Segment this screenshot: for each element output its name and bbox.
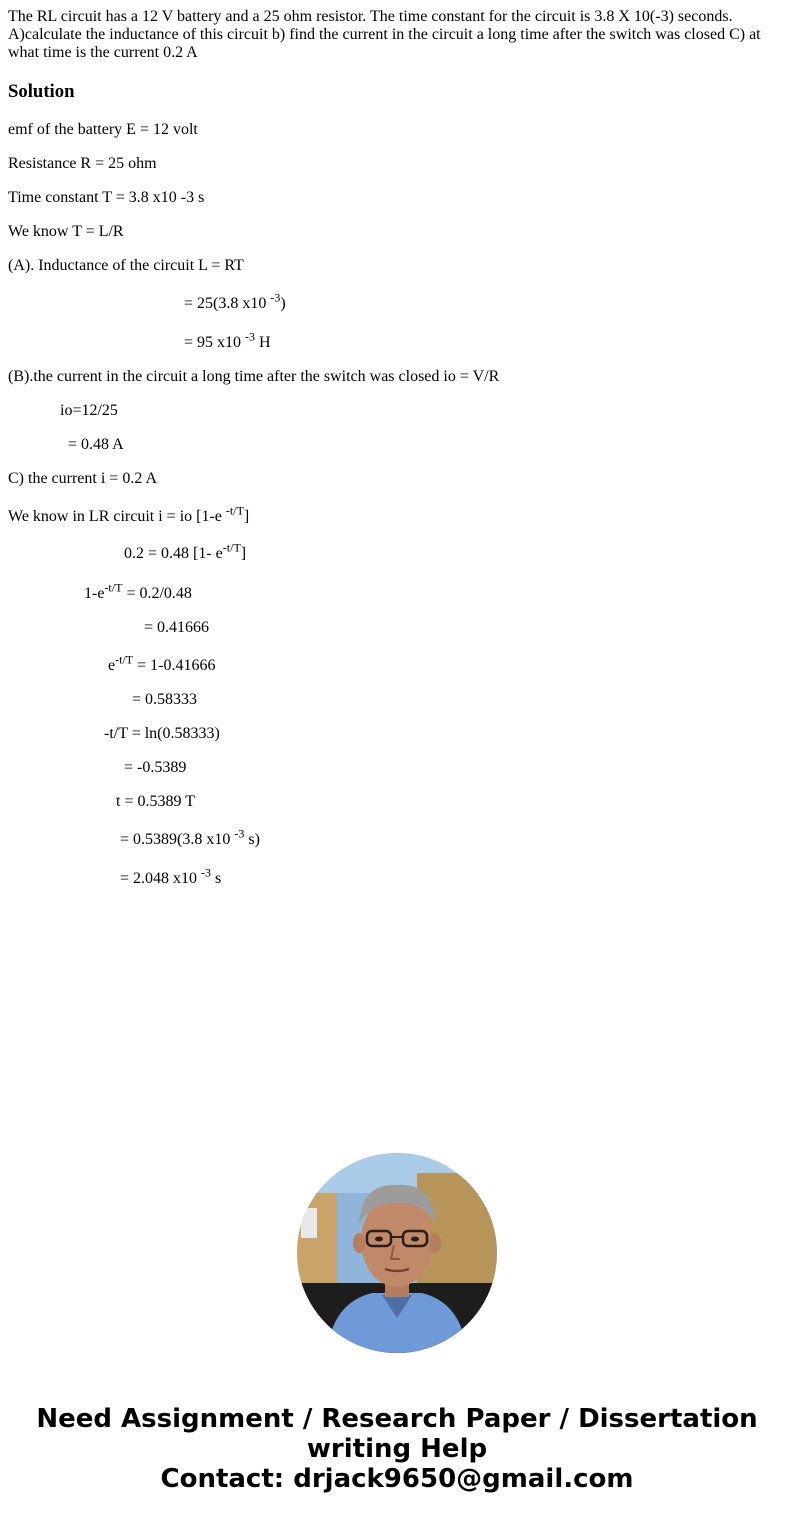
solution-line: = -0.5389: [124, 759, 187, 776]
solution-line: We know in LR circuit i = io [1-e $^{-t/T}$]: [8, 503, 250, 525]
solution-heading: Solution: [8, 81, 75, 102]
solution-line: = 0.58333: [132, 691, 198, 708]
solution-line: emf of the battery E = 12 volt: [8, 121, 198, 138]
solution-line: (A). Inductance of the circuit L = RT: [8, 257, 244, 274]
solution-line: Time constant T = 3.8 x10 -3 s: [8, 189, 205, 206]
solution-line: = 2.048 x10 $^{-3}$ s: [120, 865, 222, 887]
author-avatar: [297, 1153, 497, 1353]
solution-line: We know T = L/R: [8, 223, 124, 240]
solution-line: $1-e^{-t/T} = 0.2/0.48$: [84, 580, 192, 602]
solution-line: io=12/25: [60, 402, 118, 419]
question-text: The RL circuit has a 12 V battery and a 25 ohm resistor. The time constant for the circuit is 3.8 X 10(-3) seconds. A)calculate the inductance of this circuit b) find the current in the circuit a long time after the switch was closed C) at what time is the current 0.2 A: [8, 8, 761, 61]
promo-banner: [0, 1404, 794, 1494]
solution-line: $e^{-t/T} = 1-0.41666$: [108, 652, 216, 674]
solution-line: = 25(3.8 x10 $^{-3}$): [184, 290, 286, 312]
solution-line: Resistance R = 25 ohm: [8, 155, 157, 172]
author-photo: [297, 1153, 497, 1353]
contact-email: Contact: drjack9650@gmail.com: [160, 1464, 634, 1494]
solution-line: (B).the current in the circuit a long time after the switch was closed io = V/R: [8, 368, 500, 385]
promo-line: Need Assignment / Research Paper / Dissertation: [36, 1404, 758, 1434]
solution-line: = 95 x10 $^{-3}$ H: [184, 329, 271, 351]
solution-line: -t/T = ln(0.58333): [104, 725, 220, 742]
promo-line: writing Help: [306, 1434, 488, 1464]
solution-line: 0.2 = 0.48 [1- $e^{-t/T}$]: [124, 540, 247, 562]
solution-line: = 0.5389(3.8 x10 $^{-3}$ s): [120, 826, 260, 848]
solution-line: = 0.48 A: [68, 436, 124, 453]
solution-line: = 0.41666: [144, 619, 210, 636]
solution-line: t = 0.5389 T: [116, 793, 195, 810]
solution-line: C) the current i = 0.2 A: [8, 470, 157, 487]
